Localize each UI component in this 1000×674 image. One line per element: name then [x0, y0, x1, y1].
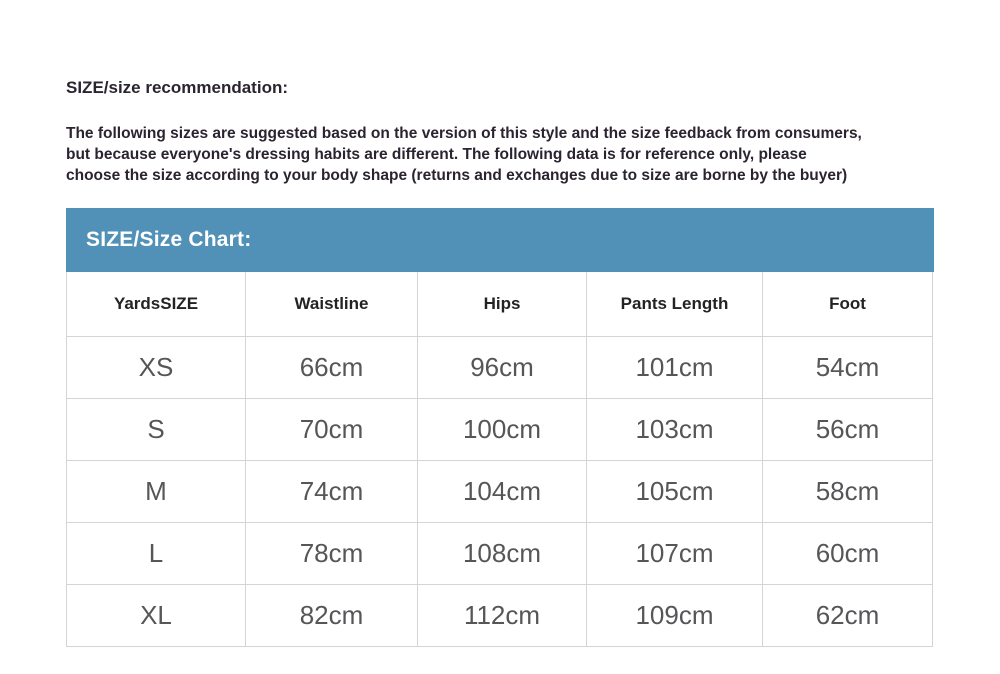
table-cell: 56cm — [763, 398, 933, 460]
recommendation-text — [66, 123, 946, 186]
table-cell: 107cm — [587, 522, 763, 584]
column-header-waistline: Waistline — [246, 272, 418, 336]
table-row — [67, 460, 933, 522]
table-cell: 109cm — [587, 584, 763, 646]
size-chart-title: SIZE/Size Chart: — [86, 228, 252, 251]
table-cell: 74cm — [246, 460, 418, 522]
recommendation-heading: SIZE/size recommendation: — [66, 78, 288, 97]
table-cell: 108cm — [418, 522, 587, 584]
table-cell: 60cm — [763, 522, 933, 584]
table-cell-size: XS — [67, 336, 246, 398]
table-row — [67, 584, 933, 646]
table-cell: 82cm — [246, 584, 418, 646]
table-cell: 104cm — [418, 460, 587, 522]
table-row — [67, 398, 933, 460]
table-cell: 103cm — [587, 398, 763, 460]
table-cell: 54cm — [763, 336, 933, 398]
table-cell-size: M — [67, 460, 246, 522]
column-header-hips: Hips — [418, 272, 587, 336]
size-chart-header-bar — [66, 208, 934, 272]
table-cell: 101cm — [587, 336, 763, 398]
table-header-row — [67, 272, 933, 336]
table-cell: 105cm — [587, 460, 763, 522]
table-cell: 112cm — [418, 584, 587, 646]
table-row — [67, 336, 933, 398]
column-header-pants-length: Pants Length — [587, 272, 763, 336]
table-cell: 70cm — [246, 398, 418, 460]
table-cell: 96cm — [418, 336, 587, 398]
recommendation-line: but because everyone's dressing habits are different. The following data is for reference only, please — [66, 146, 807, 163]
size-table — [66, 272, 933, 647]
column-header-size: YardsSIZE — [67, 272, 246, 336]
page-content — [66, 78, 934, 647]
recommendation-line: choose the size according to your body shape (returns and exchanges due to size are borne by the buyer) — [66, 167, 848, 184]
table-row — [67, 522, 933, 584]
table-cell-size: S — [67, 398, 246, 460]
table-cell: 100cm — [418, 398, 587, 460]
table-cell: 78cm — [246, 522, 418, 584]
recommendation-line: The following sizes are suggested based on the version of this style and the size feedback from consumers, — [66, 125, 862, 142]
table-cell-size: XL — [67, 584, 246, 646]
table-cell: 58cm — [763, 460, 933, 522]
column-header-foot: Foot — [763, 272, 933, 336]
table-cell-size: L — [67, 522, 246, 584]
table-cell: 62cm — [763, 584, 933, 646]
table-cell: 66cm — [246, 336, 418, 398]
